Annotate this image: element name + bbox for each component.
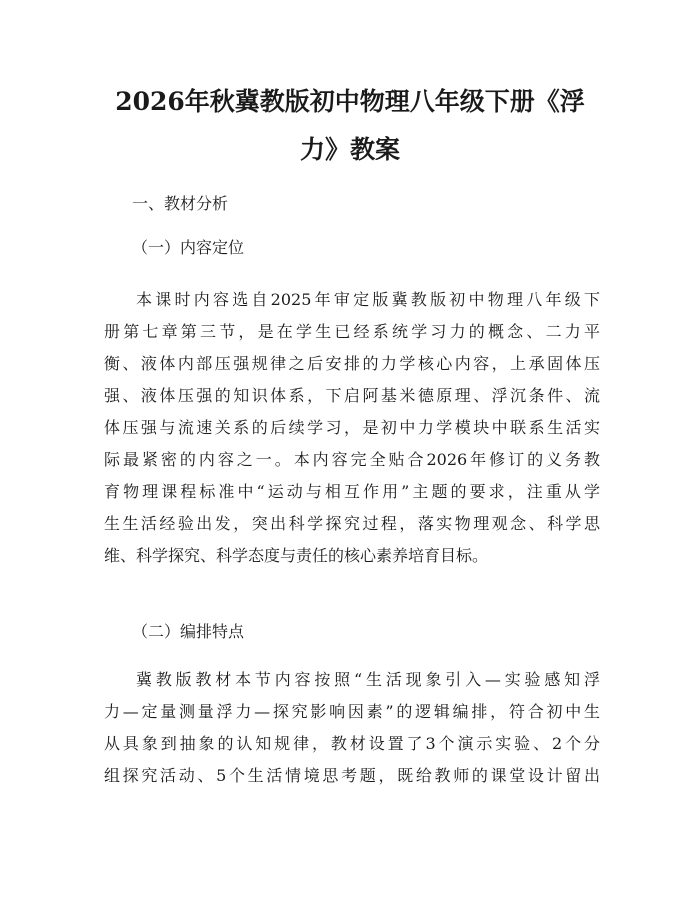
document-title-line-2: 力》教案: [299, 135, 400, 164]
paragraph-line: 际最紧密的内容之一。本内容完全贴合2026年修订的义务教: [104, 450, 600, 469]
subsection-heading-content-positioning: （一）内容定位: [132, 238, 245, 257]
paragraph-line: 冀教版教材本节内容按照“生活现象引入—实验感知浮: [136, 670, 600, 689]
paragraph-line: 衡、液体内部压强规律之后安排的力学核心内容，上承固体压: [104, 354, 600, 373]
paragraph-line: 从具象到抽象的认知规律，教材设置了3个演示实验、2个分: [104, 734, 600, 753]
paragraph-line: 强、液体压强的知识体系，下启阿基米德原理、浮沉条件、流: [104, 386, 600, 405]
paragraph-line: 本课时内容选自2025年审定版冀教版初中物理八年级下: [136, 290, 600, 309]
section-heading-textbook-analysis: 一、教材分析: [132, 194, 229, 213]
paragraph-line: 生生活经验出发，突出科学探究过程，落实物理观念、科学思: [104, 514, 600, 533]
paragraph-content-positioning: [104, 284, 600, 572]
document-title-line-1: 2026年秋冀教版初中物理八年级下册《浮: [115, 87, 585, 116]
paragraph-line: 体压强与流速关系的后续学习，是初中力学模块中联系生活实: [104, 418, 600, 437]
paragraph-line: 维、科学探究、科学态度与责任的核心素养培育目标。: [104, 546, 489, 565]
paragraph-arrangement-features: [104, 664, 600, 792]
paragraph-line: 组探究活动、5个生活情境思考题，既给教师的课堂设计留出: [104, 766, 600, 785]
paragraph-line: 育物理课程标准中“运动与相互作用”主题的要求，注重从学: [104, 482, 600, 501]
paragraph-line: 册第七章第三节，是在学生已经系统学习力的概念、二力平: [104, 322, 600, 341]
subsection-heading-arrangement-features: （二）编排特点: [132, 622, 245, 641]
paragraph-line: 力—定量测量浮力—探究影响因素”的逻辑编排，符合初中生: [104, 702, 600, 721]
